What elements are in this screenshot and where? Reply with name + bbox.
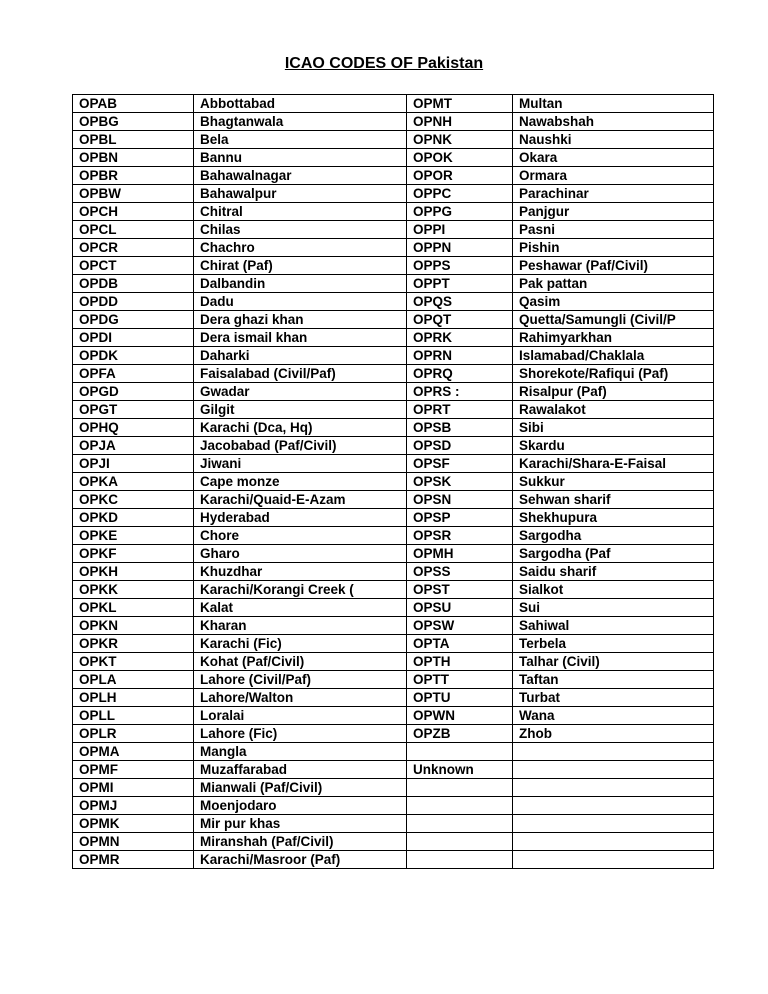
table-row xyxy=(73,689,714,707)
icao-code-cell: OPGD xyxy=(73,383,194,401)
table-row xyxy=(73,311,714,329)
table-row xyxy=(73,437,714,455)
icao-code-cell: OPCR xyxy=(73,239,194,257)
table-row xyxy=(73,563,714,581)
location-name-cell: Turbat xyxy=(513,689,714,707)
location-name-cell: Gilgit xyxy=(194,401,407,419)
location-name-cell: Ormara xyxy=(513,167,714,185)
location-name-cell: Multan xyxy=(513,95,714,113)
icao-code-cell: OPDG xyxy=(73,311,194,329)
table-row xyxy=(73,617,714,635)
table-row xyxy=(73,185,714,203)
location-name-cell: Nawabshah xyxy=(513,113,714,131)
table-row xyxy=(73,797,714,815)
icao-code-cell: OPRT xyxy=(407,401,513,419)
table-row xyxy=(73,707,714,725)
icao-code-cell: OPKE xyxy=(73,527,194,545)
location-name-cell: Pasni xyxy=(513,221,714,239)
icao-code-cell: OPBL xyxy=(73,131,194,149)
location-name-cell: Karachi (Fic) xyxy=(194,635,407,653)
location-name-cell: Jiwani xyxy=(194,455,407,473)
icao-code-cell: OPNH xyxy=(407,113,513,131)
table-row xyxy=(73,257,714,275)
icao-code-cell: OPKT xyxy=(73,653,194,671)
icao-code-cell: OPKC xyxy=(73,491,194,509)
location-name-cell: Mangla xyxy=(194,743,407,761)
location-name-cell xyxy=(513,851,714,869)
table-row xyxy=(73,293,714,311)
table-row xyxy=(73,383,714,401)
icao-code-cell: OPPG xyxy=(407,203,513,221)
location-name-cell: Pishin xyxy=(513,239,714,257)
icao-code-cell: OPBG xyxy=(73,113,194,131)
location-name-cell: Miranshah (Paf/Civil) xyxy=(194,833,407,851)
table-row xyxy=(73,149,714,167)
icao-code-cell: OPKH xyxy=(73,563,194,581)
icao-code-cell xyxy=(407,743,513,761)
icao-code-cell xyxy=(407,851,513,869)
icao-code-cell: OPDI xyxy=(73,329,194,347)
location-name-cell: Faisalabad (Civil/Paf) xyxy=(194,365,407,383)
table-body xyxy=(73,95,714,869)
icao-code-cell: OPPS xyxy=(407,257,513,275)
table-row xyxy=(73,635,714,653)
table-row xyxy=(73,581,714,599)
location-name-cell: Dera ghazi khan xyxy=(194,311,407,329)
location-name-cell xyxy=(513,797,714,815)
icao-code-cell: OPBN xyxy=(73,149,194,167)
icao-code-cell: OPPT xyxy=(407,275,513,293)
icao-code-cell: OPMJ xyxy=(73,797,194,815)
location-name-cell xyxy=(513,779,714,797)
icao-code-cell xyxy=(407,797,513,815)
icao-code-cell: OPOR xyxy=(407,167,513,185)
icao-code-cell: OPSD xyxy=(407,437,513,455)
location-name-cell: Quetta/Samungli (Civil/P xyxy=(513,311,714,329)
icao-code-cell: OPMT xyxy=(407,95,513,113)
icao-code-cell: OPKF xyxy=(73,545,194,563)
location-name-cell: Daharki xyxy=(194,347,407,365)
icao-code-cell: OPNK xyxy=(407,131,513,149)
location-name-cell: Lahore/Walton xyxy=(194,689,407,707)
location-name-cell: Risalpur (Paf) xyxy=(513,383,714,401)
location-name-cell: Lahore (Civil/Paf) xyxy=(194,671,407,689)
icao-code-cell: OPMF xyxy=(73,761,194,779)
icao-code-cell: OPSK xyxy=(407,473,513,491)
location-name-cell: Karachi/Shara-E-Faisal xyxy=(513,455,714,473)
location-name-cell: Gwadar xyxy=(194,383,407,401)
table-row xyxy=(73,491,714,509)
icao-code-cell: OPSW xyxy=(407,617,513,635)
location-name-cell: Loralai xyxy=(194,707,407,725)
icao-code-cell: OPQT xyxy=(407,311,513,329)
table-row xyxy=(73,275,714,293)
location-name-cell: Sukkur xyxy=(513,473,714,491)
location-name-cell: Bahawalpur xyxy=(194,185,407,203)
icao-code-cell: OPRK xyxy=(407,329,513,347)
table-row xyxy=(73,599,714,617)
icao-code-cell: OPDD xyxy=(73,293,194,311)
location-name-cell: Kohat (Paf/Civil) xyxy=(194,653,407,671)
icao-code-cell: OPSF xyxy=(407,455,513,473)
icao-code-cell: OPJA xyxy=(73,437,194,455)
location-name-cell: Naushki xyxy=(513,131,714,149)
location-name-cell: Muzaffarabad xyxy=(194,761,407,779)
location-name-cell: Islamabad/Chaklala xyxy=(513,347,714,365)
icao-code-cell: OPMI xyxy=(73,779,194,797)
icao-code-cell xyxy=(407,779,513,797)
location-name-cell: Karachi/Quaid-E-Azam xyxy=(194,491,407,509)
table-row xyxy=(73,851,714,869)
icao-code-cell: OPKD xyxy=(73,509,194,527)
table-row xyxy=(73,509,714,527)
table-row xyxy=(73,203,714,221)
location-name-cell: Panjgur xyxy=(513,203,714,221)
location-name-cell: Kharan xyxy=(194,617,407,635)
icao-code-cell: OPSS xyxy=(407,563,513,581)
location-name-cell: Karachi/Korangi Creek ( xyxy=(194,581,407,599)
table-row xyxy=(73,455,714,473)
table-row xyxy=(73,365,714,383)
icao-code-cell: OPKL xyxy=(73,599,194,617)
table-row xyxy=(73,671,714,689)
location-name-cell: Dalbandin xyxy=(194,275,407,293)
icao-code-cell: OPMK xyxy=(73,815,194,833)
icao-code-cell: OPRN xyxy=(407,347,513,365)
location-name-cell: Bahawalnagar xyxy=(194,167,407,185)
icao-code-cell: OPFA xyxy=(73,365,194,383)
icao-code-cell: OPGT xyxy=(73,401,194,419)
icao-code-cell: OPLL xyxy=(73,707,194,725)
location-name-cell: Kalat xyxy=(194,599,407,617)
table-row xyxy=(73,113,714,131)
icao-code-cell: OPCH xyxy=(73,203,194,221)
location-name-cell: Terbela xyxy=(513,635,714,653)
icao-code-cell: OPMN xyxy=(73,833,194,851)
location-name-cell: Chachro xyxy=(194,239,407,257)
location-name-cell: Sialkot xyxy=(513,581,714,599)
location-name-cell: Talhar (Civil) xyxy=(513,653,714,671)
location-name-cell: Qasim xyxy=(513,293,714,311)
location-name-cell: Chilas xyxy=(194,221,407,239)
location-name-cell: Bannu xyxy=(194,149,407,167)
icao-code-cell: OPBR xyxy=(73,167,194,185)
location-name-cell: Sui xyxy=(513,599,714,617)
location-name-cell: Okara xyxy=(513,149,714,167)
location-name-cell: Mir pur khas xyxy=(194,815,407,833)
table-row xyxy=(73,545,714,563)
icao-code-cell: OPSN xyxy=(407,491,513,509)
location-name-cell xyxy=(513,761,714,779)
location-name-cell: Zhob xyxy=(513,725,714,743)
icao-code-cell xyxy=(407,815,513,833)
icao-code-cell: OPTT xyxy=(407,671,513,689)
icao-code-cell: OPKA xyxy=(73,473,194,491)
location-name-cell: Shekhupura xyxy=(513,509,714,527)
table-row xyxy=(73,473,714,491)
location-name-cell: Wana xyxy=(513,707,714,725)
location-name-cell: Parachinar xyxy=(513,185,714,203)
icao-code-cell: OPST xyxy=(407,581,513,599)
icao-code-cell: Unknown xyxy=(407,761,513,779)
icao-code-cell: OPPI xyxy=(407,221,513,239)
location-name-cell: Chirat (Paf) xyxy=(194,257,407,275)
icao-code-cell: OPLH xyxy=(73,689,194,707)
table-row xyxy=(73,779,714,797)
location-name-cell: Rawalakot xyxy=(513,401,714,419)
table-row xyxy=(73,815,714,833)
location-name-cell: Bhagtanwala xyxy=(194,113,407,131)
icao-code-cell xyxy=(407,833,513,851)
icao-code-cell: OPAB xyxy=(73,95,194,113)
table-row xyxy=(73,833,714,851)
icao-code-cell: OPZB xyxy=(407,725,513,743)
icao-code-cell: OPCL xyxy=(73,221,194,239)
location-name-cell: Dera ismail khan xyxy=(194,329,407,347)
location-name-cell: Jacobabad (Paf/Civil) xyxy=(194,437,407,455)
icao-codes-table xyxy=(72,94,714,869)
icao-code-cell: OPRS : xyxy=(407,383,513,401)
location-name-cell: Abbottabad xyxy=(194,95,407,113)
icao-code-cell: OPRQ xyxy=(407,365,513,383)
icao-code-cell: OPKN xyxy=(73,617,194,635)
location-name-cell: Peshawar (Paf/Civil) xyxy=(513,257,714,275)
table-row xyxy=(73,527,714,545)
location-name-cell: Dadu xyxy=(194,293,407,311)
location-name-cell: Sehwan sharif xyxy=(513,491,714,509)
icao-code-cell: OPDB xyxy=(73,275,194,293)
icao-code-cell: OPLA xyxy=(73,671,194,689)
location-name-cell: Chitral xyxy=(194,203,407,221)
icao-code-cell: OPTU xyxy=(407,689,513,707)
icao-code-cell: OPQS xyxy=(407,293,513,311)
icao-code-cell: OPTA xyxy=(407,635,513,653)
location-name-cell: Skardu xyxy=(513,437,714,455)
location-name-cell xyxy=(513,815,714,833)
icao-code-cell: OPJI xyxy=(73,455,194,473)
icao-code-cell: OPTH xyxy=(407,653,513,671)
table-row xyxy=(73,239,714,257)
location-name-cell: Taftan xyxy=(513,671,714,689)
icao-code-cell: OPKR xyxy=(73,635,194,653)
location-name-cell: Shorekote/Rafiqui (Paf) xyxy=(513,365,714,383)
location-name-cell: Saidu sharif xyxy=(513,563,714,581)
icao-code-cell: OPSU xyxy=(407,599,513,617)
table-row xyxy=(73,347,714,365)
location-name-cell: Khuzdhar xyxy=(194,563,407,581)
icao-code-cell: OPPN xyxy=(407,239,513,257)
location-name-cell: Moenjodaro xyxy=(194,797,407,815)
icao-code-cell: OPMA xyxy=(73,743,194,761)
table-row xyxy=(73,167,714,185)
location-name-cell: Mianwali (Paf/Civil) xyxy=(194,779,407,797)
icao-code-cell: OPSP xyxy=(407,509,513,527)
location-name-cell: Chore xyxy=(194,527,407,545)
table-row xyxy=(73,95,714,113)
location-name-cell: Pak pattan xyxy=(513,275,714,293)
location-name-cell xyxy=(513,833,714,851)
location-name-cell: Cape monze xyxy=(194,473,407,491)
table-row xyxy=(73,221,714,239)
icao-code-cell: OPLR xyxy=(73,725,194,743)
location-name-cell: Hyderabad xyxy=(194,509,407,527)
page-title: ICAO CODES OF Pakistan xyxy=(284,55,484,72)
table-row xyxy=(73,743,714,761)
location-name-cell: Sahiwal xyxy=(513,617,714,635)
location-name-cell: Karachi/Masroor (Paf) xyxy=(194,851,407,869)
table-row xyxy=(73,653,714,671)
table-row xyxy=(73,725,714,743)
location-name-cell: Sargodha (Paf xyxy=(513,545,714,563)
table-row xyxy=(73,761,714,779)
table-row xyxy=(73,419,714,437)
icao-code-cell: OPCT xyxy=(73,257,194,275)
location-name-cell: Bela xyxy=(194,131,407,149)
icao-code-cell: OPOK xyxy=(407,149,513,167)
icao-code-cell: OPWN xyxy=(407,707,513,725)
location-name-cell: Lahore (Fic) xyxy=(194,725,407,743)
table-row xyxy=(73,329,714,347)
location-name-cell: Gharo xyxy=(194,545,407,563)
icao-code-cell: OPMH xyxy=(407,545,513,563)
icao-code-cell: OPSR xyxy=(407,527,513,545)
location-name-cell xyxy=(513,743,714,761)
location-name-cell: Sibi xyxy=(513,419,714,437)
icao-code-cell: OPSB xyxy=(407,419,513,437)
table-row xyxy=(73,401,714,419)
location-name-cell: Rahimyarkhan xyxy=(513,329,714,347)
icao-code-cell: OPPC xyxy=(407,185,513,203)
icao-code-cell: OPHQ xyxy=(73,419,194,437)
icao-code-cell: OPBW xyxy=(73,185,194,203)
table-row xyxy=(73,131,714,149)
icao-code-cell: OPMR xyxy=(73,851,194,869)
location-name-cell: Karachi (Dca, Hq) xyxy=(194,419,407,437)
icao-code-cell: OPDK xyxy=(73,347,194,365)
location-name-cell: Sargodha xyxy=(513,527,714,545)
icao-code-cell: OPKK xyxy=(73,581,194,599)
